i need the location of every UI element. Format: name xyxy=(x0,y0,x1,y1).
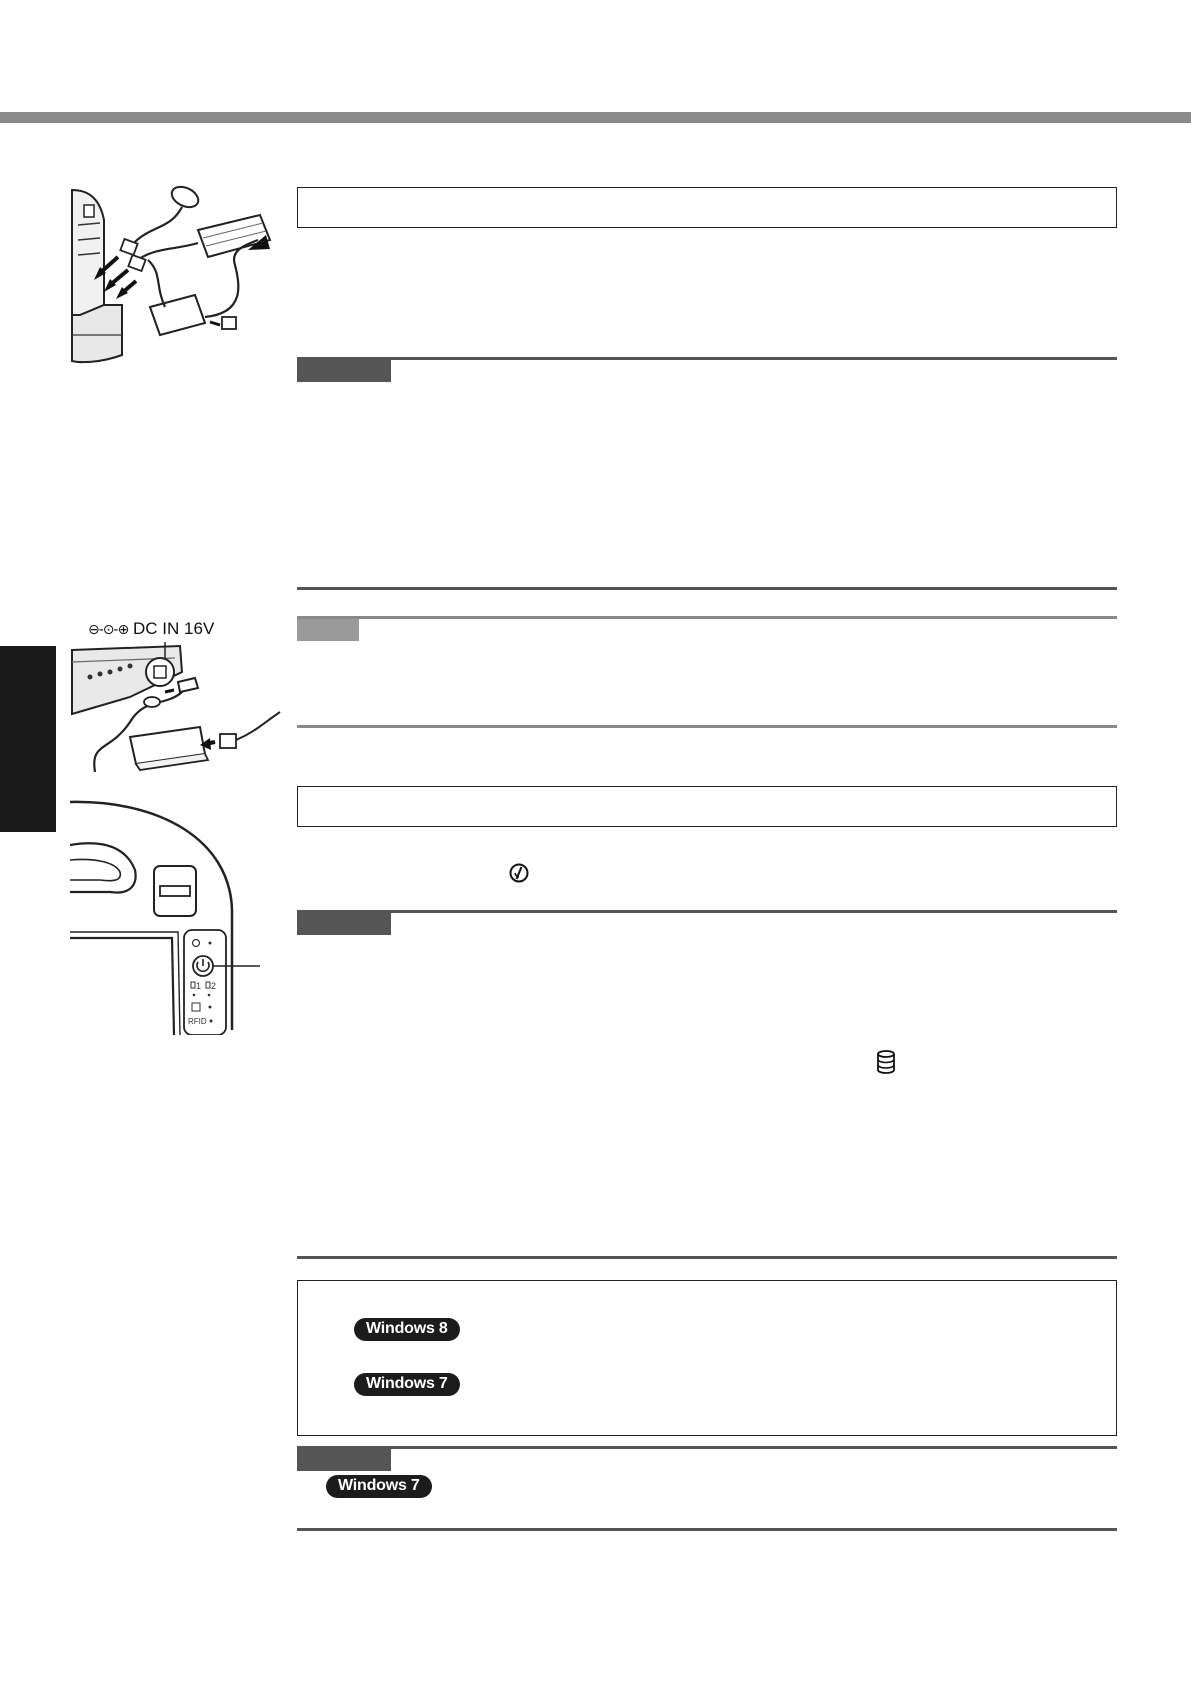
note-label-tag xyxy=(297,619,359,641)
section-header-box xyxy=(297,187,1117,228)
caution-label-tag xyxy=(297,360,391,382)
caution-top-rule xyxy=(297,1446,1117,1449)
windows-version-box xyxy=(297,1280,1117,1436)
rfid-label: RFID xyxy=(188,1017,207,1026)
caution-label-tag xyxy=(297,1449,391,1471)
caution-label-tag xyxy=(297,913,391,935)
caution-bottom-rule xyxy=(297,1528,1117,1531)
dc-in-label xyxy=(88,619,214,639)
dc-in-connection-illustration xyxy=(70,642,295,792)
caution-top-rule xyxy=(297,910,1117,913)
note-top-rule xyxy=(297,616,1117,619)
led-1-label: 1 xyxy=(196,981,202,991)
chapter-side-tab xyxy=(0,646,56,832)
windows-7-note-badge: Windows 7 xyxy=(326,1475,432,1498)
caution-bottom-rule xyxy=(297,1256,1117,1259)
dc-in-text: DC IN 16V xyxy=(133,619,215,638)
windows-7-badge: Windows 7 xyxy=(354,1373,460,1396)
led-2-label: 2 xyxy=(211,981,217,991)
power-standby-icon xyxy=(509,863,529,883)
section-header-box xyxy=(297,786,1117,827)
polarity-symbol: ⊖-⊙-⊕ xyxy=(88,622,129,638)
peripherals-connection-illustration xyxy=(70,185,295,365)
caution-top-rule xyxy=(297,357,1117,360)
header-rule xyxy=(0,112,1191,123)
hdd-drive-icon xyxy=(876,1050,896,1074)
windows-8-badge: Windows 8 xyxy=(354,1318,460,1341)
power-switch-illustration xyxy=(70,800,270,1035)
caution-bottom-rule xyxy=(297,587,1117,590)
note-bottom-rule xyxy=(297,725,1117,728)
